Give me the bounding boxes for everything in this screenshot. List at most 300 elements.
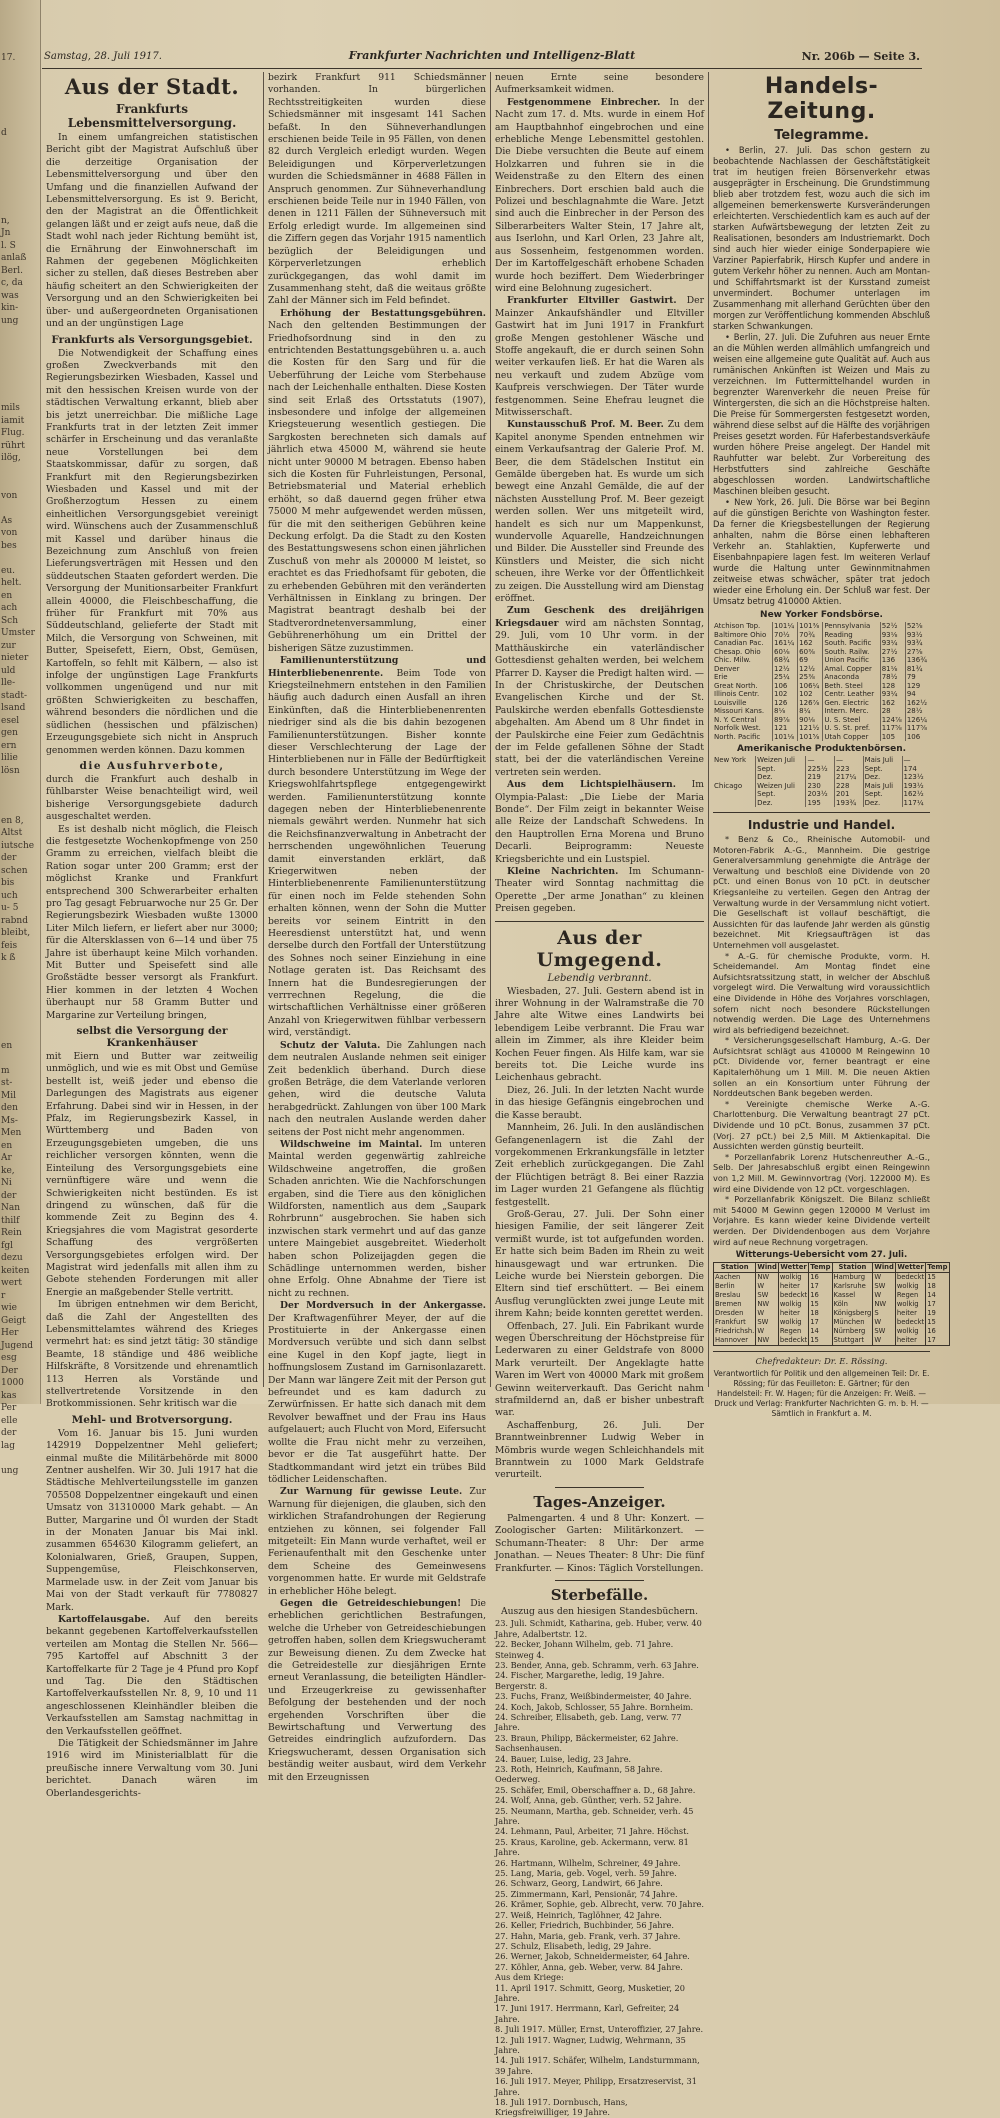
article-paragraph: bezirk Frankfurt 911 Schiedsmänner vorhanden. In bürgerlichen Rechtsstreitigkeiten wurden diese Schiedsmänner mit insgesamt 141 Sachen befaßt. In den Sühneverhandlungen erschienen beide Teile in 95 Fällen, von denen 82 durch Vergleich erledigt wurden. Wegen Beleidigungen und Körperverletzungen wurden die Schiedsmänner in 4688 Fällen in Anspruch genommen. Zur Sühneverhandlung erschienen beide Teile nur in 1940 Fällen, von denen in 1211 Fällen der Sühneversuch mit Erfolg erledigt wurde. Im allgemeinen sind die Ziffern gegen das Vorjahr 1915 namentlich bezüglich der Beleidigungen und Körperverletzungen erheblich zurückgegangen, das wohl damit im Zusammenhang steht, daß die weitaus größte Zahl der Männer sich im Feld befindet. <box>268 72 486 307</box>
table-cell: 60⅜ <box>798 648 823 657</box>
table-cell: 219 <box>806 773 835 782</box>
table-cell: 19 <box>926 1309 949 1318</box>
table-cell: Friedrichsh. <box>715 1327 755 1336</box>
table-cell: S <box>873 1309 896 1318</box>
inline-text: Die Zahlungen nach dem neutralen Auslande nehmen seit einiger Zeit bedenklich überhand. Durch diese großen Beträge, die dem Vaterlande verloren gehen, wird die deutsche Valuta herabgedrückt. Zahlungen von über 100 Mark nach den neutralen Auslande werden daher seitens der Post nicht mehr angenommen. <box>268 1039 487 1138</box>
table-header-cell: Wind <box>874 1263 894 1272</box>
table-cell: 81¾ <box>905 665 930 674</box>
table-cell: Regen <box>895 1291 925 1300</box>
section-title-region: Aus der Umgegend. <box>536 926 663 971</box>
table-cell: W <box>873 1336 896 1346</box>
table-cell: SW <box>873 1327 896 1336</box>
table-cell: Denver <box>714 664 740 673</box>
industry-paragraph: * Benz & Co., Rheinische Automobil- und Motoren-Fabrik A.-G., Mannheim. Die gestrige Generalversammlung genehmigte die Anträge der Verwaltung und beschloß eine Dividende von 20 pCt. und einen Bonus von 10 pCt. in deutscher Kriegsanleihe zu verteilen. Gegen den Antrag der Verwaltung wurde in der Versammlung nicht votiert. Die Gesellschaft ist vollauf beschäftigt, die Aussichten für das laufende Jahr werden als günstig bezeichnet. Mit Kriegsaufträgen ist das Unternehmen voll ausgelastet. <box>713 834 930 950</box>
death-entry: 25. Neumann, Martha, geb. Schneider, verh. 45 Jahre. <box>495 1805 694 1827</box>
inline-text: Zur Warnung für diejenigen, die glauben, sich den wirklichen Strafandrohungen der Regierung entziehen zu können, sei folgender Fall mitgeteilt: Ein Mann wurde verhaftet, weil er Ferienaufenthalt mit den Geschenke unter dem Scheine des Gemeinwesens vorgenommen hatte. Er wurde mit Geldstrafe in erheblicher Höhe belegt. <box>268 1486 487 1597</box>
table-row <box>713 622 930 631</box>
table-cell: 106¼ <box>798 682 823 691</box>
table-cell: heiter <box>778 1282 808 1291</box>
inline-text: Beim Tode von Kriegsteilnehmern entstehen in den Familien häufig auch dadurch einen Ausfall an ihren Einkünften, daß die Hinterbliebenenrenten niedriger sind als die bis dahin bezogenen Familienunterstützungen. Bisher konnte dieser Verschlechterung der Lage der Hinterbliebenen nur in Fälle der Bedürftigkeit durch besondere Unterstützung im Wege der Kriegswohlfahrtspflege entgegengewirkt werden. Familienunterstützung konnte dagegen neben der Hinterbliebenenrente niemals gewährt werden. Nunmehr hat sich die Reichsfinanzverwaltung in Anbetracht der herrschenden ungewöhnlichen Teuerung damit einverstanden erklärt, daß Kriegerwitwen neben der Hinterbliebenenrente Familienunterstützung für einen noch im Felde stehenden Sohn erhalten können, wenn der Sohn die Mutter bereits vor seinem Eintritt in den Heeresdienst unterstützt hat, und wenn derselbe durch den Fortfall der Unterstützung des Sohnes noch seiner Einziehung in eine Notlage geraten ist. Das Reichsamt des Innern hat die Bundesregierungen der verrrechnen Regelung, die die wirtschaftlichen Verhältnisse einer größeren Anzahl von Kriegerwitwen fühlbar verbessern wird, verständigt. <box>268 667 486 1039</box>
table-header-row <box>714 1263 950 1273</box>
table-cell: Great North. <box>714 681 758 690</box>
table-cell: Utah Copper <box>823 733 880 742</box>
table-cell: 25⅜ <box>798 673 823 682</box>
table-cell: W <box>873 1273 896 1283</box>
table-cell: New York <box>714 756 747 764</box>
table-cell: 70½ <box>773 631 798 640</box>
table-heading-products: Amerikanische Produktenbörsen. <box>736 744 907 754</box>
table-cell: Dez. <box>756 799 806 808</box>
table-cell: North. Pacific <box>714 732 761 741</box>
table-cell: Sept. <box>756 765 806 774</box>
article-paragraph: Vom 16. Januar bis 15. Juni wurden 142919 Doppelzentner Mehl geliefert; einmal mußte die Militärbehörde mit 8000 Zentner aushelfen. Wir 30. Juli 1917 hat die Städtische Mehlverteilungsstelle im ganzen 705508 Doppelzentner eingekauft und einen Umsatz von 31310000 Mark gehabt. — An Butter, Margarine und Öl wurden der Stadt in der Monaten Januar bis Mai inkl. zusammen 654630 Kilogramm geliefert, an Kolonialwaren, Grieß, Graupen, Suppen, Suppengemüse, Fleischkonserven, Marmelade usw. in der Zeit vom Januar bis Mai von der Stadt verkauft für 7780827 Mark. <box>46 1427 258 1613</box>
table-cell: 8¼ <box>798 707 823 716</box>
table-cell: 27½ <box>880 648 905 657</box>
death-entry: 23. Fuchs, Franz, Weißbindermeister, 40 Jahre. <box>495 1691 692 1702</box>
table-row <box>713 639 930 648</box>
table-header-cell: Temp <box>810 1263 831 1272</box>
table-cell: 70¾ <box>798 631 823 640</box>
table-cell: Reading <box>823 631 880 640</box>
table-cell: 15 <box>926 1273 949 1283</box>
article-paragraph: Mannheim, 26. Juli. In den ausländischen Gefangenenlagern ist die Zahl der vorgekommenen Erkrankungsfälle in letzter Zeit erheblich zurückgegangen. Die Zahl der Flüchtigen beträgt 8. Bei einer Razzia im Lager wurden 21 Gefangene als flüchtig festgestellt. <box>495 1122 704 1208</box>
table-cell: 14 <box>809 1327 832 1336</box>
table-cell: 16 <box>809 1291 832 1300</box>
binding-strip <box>0 0 41 1476</box>
table-cell: Norfolk West. <box>714 724 761 732</box>
table-cell: 93⅛ <box>880 631 905 640</box>
inline-heading: Frankfurter Eltviller Gastwirt. <box>507 295 677 307</box>
inline-text: Zu dem Kapitel anonyme Spenden entnehmen wir einem Verkaufsantrag der Galerie Prof. M. Beer, die dem Städelschen Institut ein Gemälde übergeben hat. Es wurde um sich bewegt eine Anzahl Gemälde, die auf der nächsten Ausstellung Prof. M. Beer gezeigt werden sollen. Wer uns mitgeteilt wird, handelt es sich nur um Mappenkunst, wundervolle Aquarelle, Handzeichnungen und Bilder. Die Aussteller sind Freunde des Künstlers und Meister, die sich nicht scheuen, ihre Werke vor der Öffentlichkeit zu zeigen. Die Ausstellung wird am Dienstag eröffnet. <box>495 419 704 605</box>
article-paragraph: Aschaffenburg, 26. Juli. Der Branntweinbrenner Ludwig Weber in Mömbris wurde wegen Schleichhandels mit Branntwein zu 1000 Mark Geldstrafe verurteilt. <box>495 1419 704 1481</box>
table-cell: 90⅛ <box>798 716 823 725</box>
table-cell: Anaconda <box>823 673 880 682</box>
death-entry: 23. Roth, Heinrich, Kaufmann, 58 Jahre. Oederweg. <box>495 1764 663 1785</box>
table-cell: U. S. Steel <box>823 716 880 725</box>
table-cell: W <box>873 1291 896 1300</box>
table-cell: Kassel <box>832 1291 873 1300</box>
column-4 <box>713 72 948 1419</box>
table-cell: 105 <box>880 733 905 742</box>
article-paragraph <box>495 605 704 779</box>
inline-heading: Gegen die Getreideschiebungen! <box>280 1597 462 1609</box>
table-row <box>713 631 930 640</box>
table-row <box>713 765 930 774</box>
table-cell: 15 <box>926 1318 949 1327</box>
table-row <box>713 665 930 674</box>
telegram-paragraph: • Berlin, 27. Juli. Das schon gestern zu beobachtende Nachlassen der Geschäftstätigkeit trat im heutigen freien Börsenverkehr etwas ausgeprägter in Erscheinung. Die Grundstimmung blieb aber trotzdem fest, wozu auch die sich im allgemeinen bemerkenswerte Kursveränderungen erleichterten. Verschiedentlich kam es auch auf der starken Aufwärtsbewegung der letzten Zeit zu Realisationen, besonders am Industriemarkt. Doch sind auch hier wieder einige Sonderpapiere wie Varziner Papierfabrik, Hirsch Kupfer und andere in gutem Verkehr höher zu nennen. Auch am Montan- und Schiffahrtsmarkt ist der Kursstand zumeist unvermindert. Bochumer unterlagen im Zusammenhang mit allerhand Gerüchten über den morgen zur Veröffentlichung kommenden Abschluß starken Schwankungen. <box>713 145 930 331</box>
table-cell: 126 <box>773 699 798 708</box>
article-paragraph: Es ist deshalb nicht möglich, die Fleisch die festgesetzte Wochenkopfmenge von 250 Gramm zu erreichen, vielfach bleibt die Ration sogar unter 200 Gramm; erst der möglichst Kranke und Frankfurt entsprechend 300 Schwerarbeiter erhalten pro Tag gesagt Februarwoche nur 25 Gr. Der Regierungsbezirk Wiesbaden wußte 13000 Liter Milch liefern, er liefert aber nur 3000; für die Altersklassen von 6—14 und über 75 Jahre ist überhaupt keine Milch vorhanden. Mit Butter und Speisefett sind alle Großstädte besser versorgt als Frankfurt. Hier kommen in der letzten 4 Wochen überhaupt nur 58 Gramm Butter und Margarine zur Verteilung bringen, <box>46 823 258 1021</box>
table-cell: Louisville <box>714 698 747 707</box>
header-masthead: Frankfurter Nachrichten und Intelligenz-Blatt <box>348 49 636 62</box>
table-cell: Canadian Pac. <box>714 639 764 647</box>
table-cell: Gen. Electric <box>823 699 880 708</box>
table-cell: Köln <box>832 1300 873 1309</box>
table-cell <box>713 773 756 782</box>
table-header-cell: Wetter <box>895 1263 925 1273</box>
table-cell: 102 <box>798 690 823 699</box>
table-cell: 93¼ <box>880 639 905 648</box>
table-cell: 201 <box>835 790 864 799</box>
death-entry: 27. Weiß, Heinrich, Taglöhner, 42 Jahre. <box>495 1909 662 1920</box>
article-paragraph <box>268 1486 486 1598</box>
table-cell: South. Pacific <box>823 639 880 648</box>
death-entry: 22. Becker, Johann Wilhelm, geb. 71 Jahre. Steinweg 4. <box>495 1639 674 1660</box>
table-cell: 18 <box>926 1282 949 1291</box>
table-cell: 161¼ <box>773 639 798 648</box>
table-cell: 126¼ <box>905 716 930 725</box>
death-entry: 14. Juli 1917. Schäfer, Wilhelm, Landsturmmann, 39 Jahre. <box>495 2055 700 2076</box>
table-cell: 101⅝ <box>798 733 823 742</box>
table-cell: 15 <box>809 1300 832 1309</box>
table-cell: Frankfurt <box>714 1318 756 1327</box>
inline-heading: Erhöhung der Bestattungsgebühren. <box>280 307 486 319</box>
death-entry: 25. Kraus, Karoline, geb. Ackermann, verw. 81 Jahre. <box>495 1836 689 1858</box>
death-entry: 27. Köhler, Anna, geb. Weber, verw. 84 Jahre. <box>495 1961 683 1972</box>
death-entry: 24. Koch, Jakob, Schlosser, 55 Jahre. Bornheim. <box>495 1701 694 1712</box>
table-cell: 101¼ <box>773 622 798 631</box>
table-cell: Nürnberg <box>832 1327 873 1336</box>
table-cell: 230 <box>806 782 835 791</box>
inline-text: Der Kraftwagenführer Meyer, der auf die Prostituierte in der Ankergasse einen Mordversuch verübte und sich dann selbst eine Kugel in den Kopf jagte, liegt in hoffnungslosem Zustand im Garnisonlazarett. Der Mann war längere Zeit mit der Person gut befreundet und es kam dadurch zu Zerwürfnissen. Er hatte sich danach mit dem Revolver bewaffnet und der Frau ins Haus aufgelauert; auch Flucht von Mord, Eifersucht wollte die Frau nicht mehr zu verzeihen, bevor er die Tat ausgeführt hatte. Der Stadtkommandant wird jetzt ein trübes Bild tödlicher Leidenschaften. <box>268 1312 486 1485</box>
table-cell: Weizen Juli <box>756 756 806 765</box>
table-cell: 8⅛ <box>773 707 798 716</box>
inline-text: Im Olympia-Palast: „Die Liebe der Maria Bonde“. Der Film zeigt in bekannter Weise alle Reize der Landschaft Schwedens. In den Hauptrollen Erna Morena und Bruno Decarli. Beiprogramm: Neueste Kriegsberichte und ein Lustspiel. <box>495 779 705 865</box>
article-paragraph <box>268 1139 486 1300</box>
death-entry: 26. Keller, Friedrich, Buchbinder, 56 Jahre. <box>495 1920 674 1931</box>
article-title-food-supply: Frankfurts Lebensmittelversorgung. <box>67 102 237 130</box>
table-cell: München <box>832 1318 873 1327</box>
table-cell: 106 <box>773 682 798 691</box>
table-cell: wolkig <box>778 1300 808 1309</box>
table-cell: 79 <box>905 673 930 682</box>
weather-table <box>713 1262 950 1346</box>
table-cell: Regen <box>778 1327 808 1336</box>
article-subhead: die Ausfuhrverbote, <box>79 759 225 772</box>
table-header-cell: Wind <box>757 1263 777 1272</box>
table-cell: 174 <box>902 765 930 774</box>
table-cell: Intern. Merc. <box>823 707 880 716</box>
article-paragraph: mit Eiern und Butter war zeitweilig unmöglich, und wie es mit Obst und Gemüse bestellt ist, weiß jeder und ebenso die Darlegungen des Magistrats aus eigener Erfahrung. Dabei sind wir in Hessen, in der Pfalz, im Regierungsbezirk Kassel, in Württemberg und Baden von Erzeugungsgebieten umgeben, die uns reichlicher versorgen könnten, wenn die Einteilung des Versorgungsgebiets eine vernünftigere wäre und wenn die Schwierigkeiten nicht bestünden. Es ist dringend zu wünschen, daß für die kommende Zeit zu Beginn des 4. Kriegsjahres die vom Magistrat gesorderte Schaffung des vergrößerten Versorgungsgebietes erfolgen wird. Der Magistrat wird jedenfalls mit allen ihm zu Gebote stehenden Forderungen mit aller Energie an maßgebender Stelle vertritt. <box>46 1051 258 1298</box>
table-heading-ny-stocks: New Yorker Fondsbörse. <box>760 610 883 620</box>
article-paragraph <box>495 295 704 419</box>
table-cell: 18 <box>809 1309 832 1318</box>
inline-text: Der Mainzer Ankaufshändler und Eltviller Gastwirt hat im Juni 1917 in Frankfurt große Mengen gestohlener Wäsche und Stoffe angekauft, die er durch seinen Sohn weiter verkaufen ließ. Er hat die Waren als neu verkauft und zudem Abzüge vom Kaufpreis verschwiegen. Der Täter wurde festgenommen. Seine Ehefrau leugnet die Mitwisserschaft. <box>495 295 704 418</box>
article-subhead: Frankfurts als Versorgungsgebiet. <box>51 333 253 346</box>
inline-heading: Aus dem Lichtspielhäusern. <box>507 779 676 791</box>
death-entry: 24. Lehmann, Paul, Arbeiter, 71 Jahre. Höchst. <box>495 1826 690 1837</box>
table-cell <box>713 790 756 799</box>
table-cell: South. Railw. <box>823 648 880 657</box>
table-heading-weather: Witterungs-Uebersicht vom 27. Juli. <box>735 1250 908 1261</box>
table-cell: 93½ <box>905 631 930 640</box>
inline-heading: Kartoffelausgabe. <box>58 1613 150 1625</box>
table-cell: Sept. <box>863 790 902 799</box>
telegram-paragraph: • Berlin, 27. Juli. Die Zufuhren aus neuer Ernte an die Mühlen werden allmählich umfangreich und weisen eine allgemeine gute Qualität auf. Auch aus rumänischen Ankünften ist Weizen und Mais zu verzeichnen. Im Futtermittelhandel wurden in begrenzter Warenverkehr die neuen Preise für Wintergersten, die sich an die Höchstpreise halten. Die Preise für Sommergersten festgesetzt worden, während diese selbst auf die Hälfte des vorjährigen Preises gesetzt worden. Für Haferbestandsverkäufe wurden höhere Preise angelegt. Der Handel mit Rauhfutter war belebt. Zur Vorbereitung des Herbstfutters sind zahlreiche Geschäfte abgeschlossen worden. Landwirtschaftliche Maschinen bleiben gesucht. <box>713 332 930 496</box>
table-cell: heiter <box>778 1309 808 1318</box>
table-cell: 203½ <box>806 790 835 799</box>
table-cell: 128 <box>880 682 905 691</box>
article-paragraph: Offenbach, 27. Juli. Ein Fabrikant wurde wegen Überschreitung der Höchstpreise für Lederwaren zu einer Geldstrafe von 8000 Mark verurteilt. Der Angeklagte hatte Waren im Wert von 40000 Mark mit großem Gewinn weiterverkauft. Das Gericht nahm strafmildernd an, daß er bisher unbestraft war. <box>495 1320 704 1419</box>
table-cell: Stuttgart <box>832 1336 873 1346</box>
table-cell: 193½ <box>902 782 930 791</box>
death-entry: 27. Hahn, Maria, geb. Frank, verh. 37 Jahre. <box>495 1930 681 1941</box>
table-cell: 12½ <box>773 665 798 674</box>
table-cell: Chicago <box>714 781 743 790</box>
table-row <box>713 773 930 782</box>
section-title-deaths: Sterbefälle. <box>550 1585 649 1604</box>
table-cell: 126⅞ <box>798 699 823 708</box>
table-cell: 89⅞ <box>773 716 798 725</box>
death-entry: 12. Juli 1917. Wagner, Ludwig, Wehrmann, 35 Jahre. <box>495 2034 686 2055</box>
table-cell: Amal. Copper <box>823 665 880 674</box>
industry-paragraph: * Porzellanfabrik Lorenz Hutschenreuther A.-G., Selb. Der Jahresabschluß ergibt einen Reingewinn von 1,2 Mill. M. Gewinnvortrag (Vorj. 122000 M). Es wird eine Dividende von 12 pCt. vorgeschlagen. <box>713 1151 930 1194</box>
table-cell: 195 <box>806 799 835 808</box>
table-cell: SW <box>756 1318 779 1327</box>
table-cell: Mais Juli <box>863 782 902 791</box>
article-subhead: Mehl- und Brotversorgung. <box>71 1413 233 1426</box>
table-cell: 12½ <box>798 665 823 674</box>
imprint-title: Chefredakteur: Dr. E. Rössing. <box>755 1357 888 1368</box>
death-entry: 23. Braun, Philipp, Bäckermeister, 62 Jahre. Sachsenhausen. <box>495 1732 679 1754</box>
inline-heading: Wildschweine im Maintal. <box>280 1138 423 1150</box>
table-cell: 17 <box>809 1318 832 1327</box>
table-cell: 28 <box>880 707 905 716</box>
table-row <box>713 648 930 657</box>
article-paragraph: Im übrigen entnehmen wir dem Bericht, daß die Zahl der Angestellten des Lebensmittelamtes während des Krieges vermehrt hat: es sind jetzt tätig: 30 ständige Beamte, 18 ständige und 486 weibliche Hilfskräfte, 8 Vorsitzende und ehrenamtlich 113 Herren als Vorstände und stellvertretende Vorsitzende in den Brotkommissionen. Sehr kritisch war die <box>46 1299 258 1410</box>
table-cell: 16 <box>926 1327 949 1336</box>
table-cell: N. Y. Central <box>714 715 757 724</box>
divider <box>555 1487 644 1488</box>
table-cell: wolkig <box>895 1282 925 1291</box>
column-2 <box>268 72 487 1783</box>
death-entry: 18. Juli 1917. Dornbusch, Hans, Kriegsfreiwilliger, 19 Jahre. <box>495 2097 628 2118</box>
table-cell: 162½ <box>902 790 930 799</box>
table-cell: W <box>756 1282 779 1291</box>
column-1 <box>46 72 259 1799</box>
section-title-industry: Industrie und Handel. <box>747 818 896 832</box>
table-cell: SW <box>756 1291 779 1300</box>
table-row <box>714 1300 950 1309</box>
table-cell: 117⅝ <box>905 724 930 733</box>
table-cell: Aachen <box>714 1273 756 1283</box>
table-cell: 69 <box>798 656 823 665</box>
death-entry: 25. Schäfer, Emil, Oberschaffner a. D., 68 Jahre. <box>495 1784 696 1795</box>
table-cell: 52⅝ <box>905 622 930 631</box>
table-cell: SW <box>873 1282 896 1291</box>
inline-heading: Kleine Nachrichten. <box>507 866 619 877</box>
inline-heading: Festgenommene Einbrecher. <box>507 96 661 108</box>
death-entry: 26. Hartmann, Wilhelm, Schreiner, 49 Jahre. <box>495 1857 681 1868</box>
table-cell: Hamburg <box>832 1273 873 1283</box>
article-paragraph <box>268 655 486 1040</box>
table-cell: 15 <box>809 1336 832 1346</box>
table-cell: 123½ <box>902 773 930 782</box>
table-cell: 78½ <box>880 673 905 682</box>
industry-list <box>713 834 930 1247</box>
table-cell: 162½ <box>905 699 930 708</box>
inline-heading: Der Mordversuch in der Ankergasse. <box>280 1300 486 1312</box>
table-cell: wolkig <box>778 1318 808 1327</box>
table-cell: heiter <box>895 1336 925 1346</box>
table-cell: 60⅛ <box>773 648 798 657</box>
table-cell: — <box>835 756 864 765</box>
industry-paragraph: * A.-G. für chemische Produkte, vorm. H. Scheidemandel. Am Montag findet eine Aufsichtsratssitzung statt, in welcher der Abschluß vorgelegt wird. Die Verwaltung wird voraussichtlich eine Dividende in Höhe des Vorjahres vorschlagen, sofern nicht noch besondere Rückstellungen notwendig werden. Die Lage des Unternehmens wird als befriedigend bezeichnet. <box>713 950 930 1035</box>
table-cell: Sept. <box>863 765 902 774</box>
section-subtitle-telegrams: Telegramme. <box>774 128 869 143</box>
death-entry: 24. Fischer, Margarethe, ledig, 19 Jahre. Bergerstr. 8. <box>495 1670 665 1691</box>
deaths-intro: Auszug aus den hiesigen Standesbüchern. <box>500 1605 699 1617</box>
industry-paragraph: * Porzellanfabrik Königszelt. Die Bilanz schließt mit 54000 M Gewinn gegen 120000 M Verlust im Vorjahre. Es kann wieder keine Dividende verteilt werden. Der Dividendenbogen aus dem Vorjahre wird auf neue Rechnung vorgetragen. <box>713 1194 930 1247</box>
table-row <box>713 682 930 691</box>
table-cell: Baltimore Ohio <box>714 630 767 639</box>
article-paragraph: durch die Frankfurt auch deshalb in fühlbarster Weise benachteiligt wird, weil bisherige Versorgungsgebiete dadurch ausgeschaltet werden. <box>46 773 258 823</box>
table-cell: Bremen <box>714 1300 756 1309</box>
article-paragraph: Groß-Gerau, 27. Juli. Der Sohn einer hiesigen Familie, der seit längerer Zeit vermißt wurde, ist tot aufgefunden worden. Er hatte sich beim Baden im Rhein zu weit hinausgewagt und war ertrunken. Die Leiche wurde bei Nierstein geborgen. Die Eltern sind tief erschüttert. — Bei einem Ausflug verunglückten zwei junge Leute mit ihrem Kahn; beide konnten gerettet werden. <box>495 1208 704 1320</box>
table-row <box>713 756 930 765</box>
table-cell: Hannover <box>714 1336 756 1346</box>
inline-text: In der Nacht zum 17. d. Mts. wurde in einem Hof am Hauptbahnhof eingebrochen und eine erhebliche Menge Lebensmittel gestohlen. Die Diebe versuchten die Beute auf einem Holzkarren und fuhren sie in die Weidenstraße zu den Eltern des einen Einbrechers. Dort erschien bald auch die Polizei und beschlagnahmte die Ware. Jetzt sind auch die Einbrecher in der Person des Silberarbeiters Walter Stein, 17 Jahre alt, aus Iserlohn, und Karl Orlen, 23 Jahre alt, aus Sossenheim, festgenommen worden. Der im Kartoffelgeschäft erhobene Schaden wurde hoch beziffert. Dem Wiederbringer wird eine Belohnung zugesichert. <box>495 96 705 294</box>
table-cell: NW <box>873 1300 896 1309</box>
table-cell: Dresden <box>714 1309 756 1318</box>
table-cell: 117¼ <box>902 799 930 808</box>
death-entry: 23. Juli. Schmidt, Katharina, geb. Huber, verw. 40 Jahre, Adalbertstr. 12. <box>495 1618 702 1639</box>
table-cell: 121½ <box>798 724 823 733</box>
divider <box>713 812 930 813</box>
table-row <box>713 724 930 733</box>
inline-heading: Zum Geschenk des dreijährigen Kriegsdauer <box>495 605 704 629</box>
article-paragraph: In einem umfangreichen statistischen Bericht gibt der Magistrat Aufschluß über die derzeitige Organisation der Lebensmittelversorgung und über den Umfang und die finanziellen Aufwand der Lebensmittelversorgung. Es ist 9. Bericht, den der Magistrat an die Öffentlichkeit gelangen läßt und er zeigt aufs neue, daß die Stadt wohl nach jeder Richtung bemüht ist, die Ernährung der Einwohnerschaft im Rahmen der gegebenen Möglichkeiten sicher zu stellen, daß dieses Bestreben aber häufig scheitert an den Schwierigkeiten der Versorgung und an den Schwierigkeiten bei über- und außergeordneten Organisationen und an der ungünstigen Lage <box>46 132 258 330</box>
table-cell: bedeckt <box>779 1336 808 1345</box>
table-row <box>714 1336 950 1346</box>
section-title-daily: Tages-Anzeiger. <box>533 1492 666 1511</box>
table-cell: Missouri Kans. <box>714 707 765 715</box>
table-header-cell: Temp <box>927 1263 948 1272</box>
article-subhead: selbst die Versorgung der Krankenhäuser <box>76 1025 228 1050</box>
column-rule <box>708 72 709 1387</box>
table-cell: bedeckt <box>779 1291 808 1300</box>
article-subhead: Lebendig verbrannt. <box>547 972 652 984</box>
table-row <box>713 707 930 716</box>
death-entry: 24. Schreiber, Elisabeth, geb. Lang, verw. 77 Jahre. <box>495 1711 682 1733</box>
column-rule <box>490 72 491 1387</box>
table-cell: 228 <box>835 782 864 791</box>
table-cell: 52½ <box>880 622 905 631</box>
table-cell: 25¼ <box>773 673 798 682</box>
inline-text: Im unteren Maintal werden gegenwärtig zahlreiche Wildschweine angetroffen, die großen Schaden anrichten. Wie die Nachforschungen ergaben, sind die Tiere aus den königlichen Wildforsten, namentlich aus dem „Saupark Rohrbrunn“ ausgebrochen. Sie haben sich inzwischen stark vermehrt und auf das ganze untere Maingebiet ausgebreitet. Wiederholt haben schon Polizeijagden gegen die Schädlinge unternommen werden, bisher ohne Erfolg. Ohne Abnahme der Tiere ist nicht zu rechnen. <box>268 1138 486 1299</box>
inline-heading: Familienunterstützung und Hinterbliebenenrente. <box>268 655 486 679</box>
death-entry: 25. Lang, Maria, geb. Vogel, verh. 59 Jahre. <box>495 1868 677 1879</box>
column-rule <box>263 72 264 1387</box>
table-header-cell: Wetter <box>778 1263 808 1273</box>
table-cell: 81⅛ <box>880 665 905 674</box>
table-row <box>714 1291 950 1300</box>
article-paragraph <box>268 1598 486 1784</box>
table-cell: Chesap. Ohio <box>714 647 761 656</box>
table-cell: NW <box>756 1273 779 1283</box>
table-row <box>714 1318 950 1327</box>
table-row <box>713 782 930 791</box>
table-cell: 16 <box>809 1273 832 1283</box>
table-cell: Illinois Centr. <box>714 690 760 698</box>
table-cell: 136¾ <box>905 656 930 665</box>
table-header-cell: Station <box>714 1263 756 1273</box>
table-cell: bedeckt <box>896 1273 925 1282</box>
table-cell: 129 <box>905 682 930 691</box>
death-entry: 8. Juli 1917. Müller, Ernst, Unteroffizier, 27 Jahre. <box>495 2024 704 2035</box>
table-cell: 117⅝ <box>880 724 905 733</box>
article-paragraph <box>495 419 704 605</box>
industry-paragraph: * Vereinigte chemische Werke A.-G. Charlottenburg. Die Verwaltung beantragt 27 pCt. Dividende und 10 pCt. Bonus, zusammen 37 pCt. (Vorj. 27 pCt.) bei 2,5 Mill. M Aktienkapital. Die Aussichten werden günstig beurteilt. <box>713 1098 930 1152</box>
table-cell: 136 <box>880 656 905 665</box>
table-cell: Atchison Top. <box>714 622 761 630</box>
article-paragraph: Diez, 26. Juli. In der letzten Nacht wurde in das hiesige Gefängnis eingebrochen und die Kasse beraubt. <box>495 1084 704 1121</box>
inline-heading: Zur Warnung für gewisse Leute. <box>280 1486 463 1498</box>
table-cell <box>713 799 756 808</box>
section-title-trade: Handels-Zeitung. <box>764 74 879 124</box>
article-paragraph: Die Tätigkeit der Schiedsmänner im Jahre 1916 wird im Ministerialblatt für die preußische innere Verwaltung vom 30. Juni berichtet. Danach wären im Oberlandesgerichts- <box>46 1737 258 1799</box>
table-cell: heiter <box>895 1309 925 1318</box>
table-cell: 124⅞ <box>880 716 905 725</box>
table-cell: bedeckt <box>896 1318 925 1327</box>
ny-stock-table <box>713 622 930 741</box>
death-entry: 23. Bender, Anna, geb. Schramm, verh. 63 Jahre. <box>495 1659 699 1670</box>
article-paragraph: Palmengarten. 4 und 8 Uhr: Konzert. — Zoologischer Garten: Militärkonzert. — Schumann-Theater: 8 Uhr: Der arme Jonathan. — Neues Theater: 8 Uhr: Die fünf Frankfurter. — Kinos: Täglich Vorstellungen. <box>495 1512 704 1574</box>
inline-text: wird am nächsten Sonntag, 29. Juli, vom 10 Uhr vorm. in der Matthäuskirche ein vaterländischer Gottesdienst gehalten werden, bei welchem Pfarrer D. Kayser die Predigt halten wird. — In der Christuskirche, der Deutschen Evangelischen Kirche und der St. Paulskirche werden ebenfalls Gottesdienste abgehalten. Am Abend um 8 Uhr findet in der Paulskirche eine Feier zum Gedächtnis der im Felde gefallenen Söhne der Stadt statt, bei der die vaterländischen Vereine vertreten sein werden. <box>495 617 704 778</box>
inline-heading: Kunstausschuß Prof. M. Beer. <box>507 419 664 431</box>
table-row <box>713 656 930 665</box>
running-header <box>42 48 922 69</box>
telegram-paragraph: • New York, 26. Juli. Die Börse war bei Beginn auf die günstigen Berichte von Washington fester. Da ferner die Kriegsbestellungen der Regierung anhalten, nahm die Börse einen lebhafteren Verkehr an. Stahlaktien, Kupferwerte und Eisenbahnpapiere lagen fest. Im weiteren Verlauf wurde die Haltung unter Gewinnmitnahmen zeitweise etwas schwächer, später trat jedoch wieder eine Erholung ein. Der Schluß war fest. Der Umsatz betrug 410000 Aktien. <box>713 497 930 606</box>
products-table <box>713 756 930 807</box>
table-cell: Pennsylvania <box>823 622 880 631</box>
article-paragraph <box>268 1300 486 1486</box>
table-row <box>713 716 930 725</box>
table-cell: Mais Juli <box>863 756 902 765</box>
table-row <box>713 699 930 708</box>
divider <box>713 1351 930 1352</box>
table-header-cell: Station <box>832 1263 873 1273</box>
table-cell: 14 <box>926 1291 949 1300</box>
table-cell: 68¾ <box>773 656 798 665</box>
article-paragraph: Wiesbaden, 27. Juli. Gestern abend ist in ihrer Wohnung in der Walramstraße die 70 Jahre alte Witwe eines Landwirts bei lebendigem Leibe verbrannt. Die Frau war allein im Zimmer, als ihre Kleider beim Kochen Feuer fingen. Als Hilfe kam, war sie bereits tot. Die Leiche wurde ins Leichenhaus gebracht. <box>495 985 704 1084</box>
table-cell: Weizen Juli <box>756 782 806 791</box>
death-entry: 16. Juli 1917. Meyer, Philipp, Ersatzreservist, 31 Jahre. <box>495 2076 697 2097</box>
death-entry: 26. Schwarz, Georg, Landwirt, 66 Jahre. <box>495 1878 663 1889</box>
table-row <box>713 673 930 682</box>
inline-text: Im Schumann-Theater wird Sonntag nachmittag die Operette „Der arme Jonathan“ zu kleinen Preisen gegeben. <box>495 866 705 915</box>
inline-text: Nach den geltenden Bestimmungen der Friedhofsordnung sind in den zu entrichtenden Bestattungsgebühren u. a. auch die Kosten für den Sarg und für die Ueberführung der Leiche vom Sterbehause nach der Leichenhalle enthalten. Diese Kosten sind seit Erlaß des Ortsstatuts (1907), insbesondere und infolge der allgemeinen Kriegsteuerung wesentlich gestiegen. Die Sargkosten berechneten sich damals auf jährlich etwa 45000 M, während sie heute nicht unter 90000 M betragen. Ebenso haben sich die Kosten für Fuhrleistungen, Personal, Betriebsmaterial und Material erheblich erhöht, so daß dauernd gegen früher etwa 75000 M mehr aufgewendet werden müssen, für die mit den seitherigen Gebühren keine Deckung erfolgt. Da die Stadt zu den Kosten des Bestattungswesens schon einen jährlichen Zuschuß von mehr als 200000 M leistet, so erachtet es das Friedhofsamt für geboten, die zu erhebenden Gebühren mit den veränderten Verhältnissen in Einklang zu bringen. Der Magistrat beantragt deshalb bei der Stadtverordnetenversammlung, einer Gebührenerhöhung um ein Drittel der bisherigen Sätze zuzustimmen. <box>268 320 486 654</box>
table-cell: 93¼ <box>880 690 905 699</box>
table-cell: 217¼ <box>835 773 864 782</box>
industry-paragraph: * Versicherungsgesellschaft Hamburg, A.-G. Der Aufsichtsrat schlägt aus 410000 M Reingewinn 10 pCt. Dividende vor, ferner beantragt er eine Kapitalerhöhung um 1 Mill. M. Die neuen Aktien sollen an ein Konsortium unter Führung der Norddeutschen Bank begeben werden. <box>713 1035 930 1099</box>
table-cell: — <box>806 756 835 765</box>
table-cell: Dez. <box>863 773 902 782</box>
table-cell: Breslau <box>714 1291 756 1300</box>
death-entry: 17. Juni 1917. Herrmann, Karl, Gefreiter, 24 Jahre. <box>495 2003 680 2024</box>
table-cell: 162 <box>798 639 823 648</box>
death-entry: 11. April 1917. Schmitt, Georg, Musketier, 20 Jahre. <box>495 1982 685 2003</box>
table-cell: Union Pacific <box>823 656 880 665</box>
article-paragraph <box>268 1040 486 1139</box>
table-cell <box>713 765 756 774</box>
table-row <box>713 733 930 742</box>
table-cell: 93¾ <box>905 639 930 648</box>
table-cell: Dez. <box>756 773 806 782</box>
table-cell: 101⅛ <box>773 733 798 742</box>
table-row <box>713 690 930 699</box>
